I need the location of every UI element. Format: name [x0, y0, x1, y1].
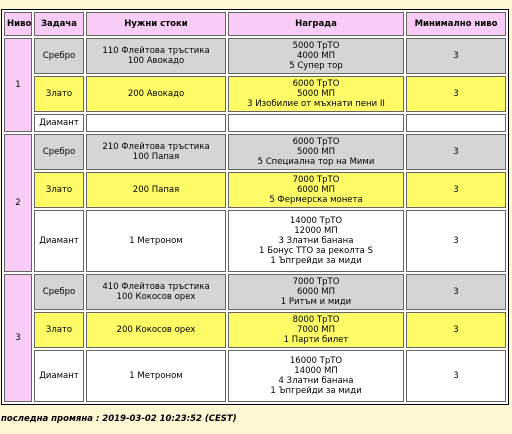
header-reward: Награда [228, 12, 404, 36]
goods-cell [86, 38, 226, 74]
goods-cell [86, 312, 226, 348]
reward-line: 1 Ъпгрейди за миди [270, 386, 362, 396]
table-row [4, 114, 506, 132]
table-row [4, 210, 506, 272]
last-modified-text: последна промяна : 2019-03-02 10:23:52 (CEST) [1, 414, 237, 424]
table-row [4, 274, 506, 310]
quest-rewards-table [1, 9, 509, 405]
table-row [4, 350, 506, 402]
table-header-row [4, 12, 506, 36]
goods-cell [86, 134, 226, 170]
min-level-cell: 3 [406, 38, 506, 74]
reward-cell [228, 350, 404, 402]
task-cell: Злато [34, 312, 84, 348]
goods-cell [86, 350, 226, 402]
reward-cell [228, 114, 404, 132]
level-cell: 3 [4, 274, 32, 402]
goods-cell [86, 274, 226, 310]
reward-cell [228, 76, 404, 112]
reward-line: 6000 МП [296, 185, 336, 195]
reward-line: 6000 ТрТО [292, 137, 340, 147]
header-level: Ниво [4, 12, 32, 36]
min-level-cell [406, 114, 506, 132]
table-row [4, 312, 506, 348]
reward-line: 5 Специална тор на Мими [257, 157, 375, 167]
table-row [4, 134, 506, 170]
goods-line: 100 Кокосов орех [116, 292, 196, 302]
min-level-cell: 3 [406, 312, 506, 348]
goods-line: 1 Метроном [129, 236, 183, 246]
goods-line: 100 Авокадо [127, 56, 185, 66]
table-row [4, 38, 506, 74]
task-cell: Злато [34, 172, 84, 208]
goods-line: 210 Флейтова тръстика [102, 142, 210, 152]
min-level-cell: 3 [406, 350, 506, 402]
min-level-cell: 3 [406, 172, 506, 208]
reward-cell [228, 210, 404, 272]
min-level-cell: 3 [406, 134, 506, 170]
reward-line: 6000 ТрТО [292, 79, 340, 89]
task-cell: Диамант [34, 114, 84, 132]
reward-cell [228, 134, 404, 170]
reward-line: 8000 ТрТО [292, 315, 340, 325]
goods-line: 110 Флейтова тръстика [102, 46, 210, 56]
min-level-cell: 3 [406, 76, 506, 112]
goods-line: 1 Метроном [129, 371, 183, 381]
reward-line: 12000 МП [294, 226, 338, 236]
reward-line: 4 Златни банана [278, 376, 354, 386]
reward-line: 1 Ритъм и миди [280, 297, 352, 307]
header-goods: Нужни стоки [86, 12, 226, 36]
reward-line: 4000 МП [296, 51, 336, 61]
table-row [4, 172, 506, 208]
goods-cell [86, 172, 226, 208]
reward-line: 14000 МП [294, 366, 338, 376]
reward-line: 3 Златни банана [278, 236, 354, 246]
task-cell: Злато [34, 76, 84, 112]
goods-line: 200 Папая [132, 185, 180, 195]
goods-line: 100 Папая [132, 152, 180, 162]
task-cell: Сребро [34, 38, 84, 74]
level-cell: 1 [4, 38, 32, 132]
goods-cell [86, 210, 226, 272]
goods-cell [86, 76, 226, 112]
reward-line: 1 Бонус ТТО за реколта S [259, 246, 373, 256]
table-row [4, 76, 506, 112]
goods-line: 200 Кокосов орех [116, 325, 196, 335]
reward-line: 7000 ТрТО [292, 175, 340, 185]
reward-line: 5000 ТрТО [292, 41, 340, 51]
reward-line: 5 Фермерска монета [269, 195, 363, 205]
reward-line: 1 Ъпгрейди за миди [270, 256, 362, 266]
reward-line: 16000 ТрТО [289, 356, 343, 366]
reward-cell [228, 172, 404, 208]
header-task: Задача [34, 12, 84, 36]
reward-cell [228, 312, 404, 348]
task-cell: Диамант [34, 350, 84, 402]
goods-line: 410 Флейтова тръстика [102, 282, 210, 292]
reward-line: 7000 ТрТО [292, 277, 340, 287]
task-cell: Сребро [34, 134, 84, 170]
level-cell: 2 [4, 134, 32, 272]
min-level-cell: 3 [406, 274, 506, 310]
reward-line: 14000 ТрТО [289, 216, 343, 226]
reward-line: 3 Изобилие от мъхнати пени II [247, 99, 385, 109]
reward-line: 6000 МП [296, 287, 336, 297]
task-cell: Диамант [34, 210, 84, 272]
min-level-cell: 3 [406, 210, 506, 272]
reward-line: 5000 МП [296, 147, 336, 157]
task-cell: Сребро [34, 274, 84, 310]
goods-cell [86, 114, 226, 132]
reward-cell [228, 38, 404, 74]
reward-line: 7000 МП [296, 325, 336, 335]
reward-cell [228, 274, 404, 310]
reward-line: 5 Супер тор [289, 61, 343, 71]
reward-line: 5000 МП [296, 89, 336, 99]
goods-line: 200 Авокадо [127, 89, 185, 99]
reward-line: 1 Парти билет [283, 335, 349, 345]
header-min-level: Минимално ниво [406, 12, 506, 36]
